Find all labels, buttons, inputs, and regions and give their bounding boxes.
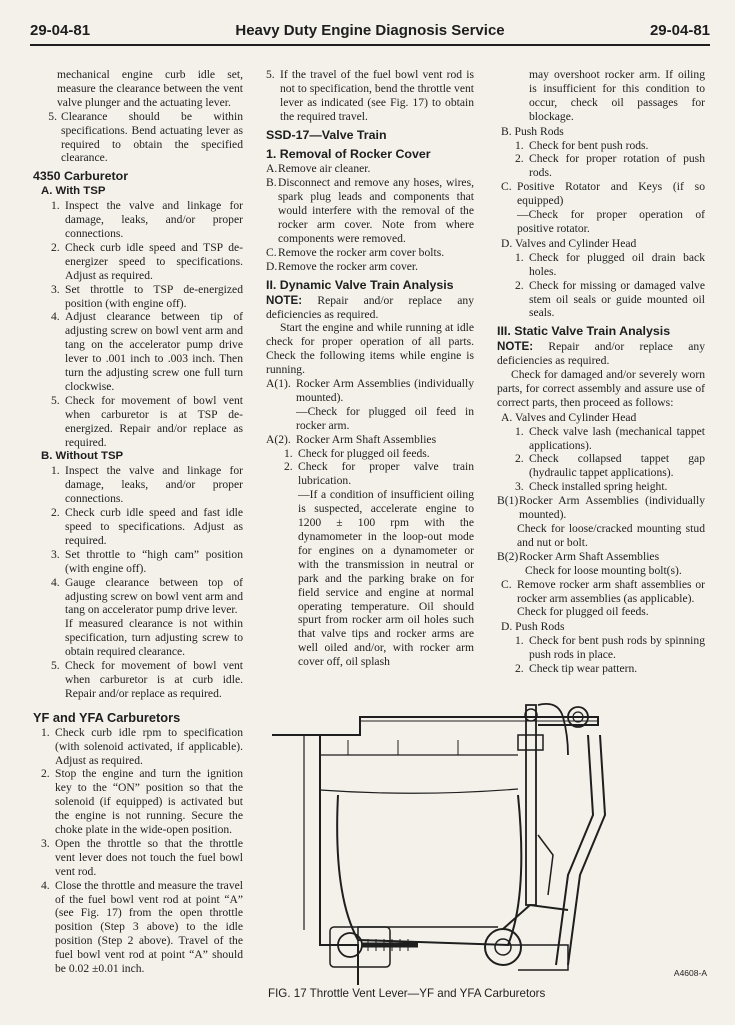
fuel-bowl: [337, 795, 521, 945]
list-item: 2. Check for proper rotation of push rods.: [515, 152, 705, 180]
subheading-valves-static: A. Valves and Cylinder Head: [501, 410, 637, 424]
list-item: 2. Check for missing or damaged valve stem oil seals or guide mounted oil seals.: [515, 278, 705, 320]
page-header: [30, 22, 710, 46]
list-item: C. Positive Rotator and Keys (if so equipped): [501, 180, 705, 208]
subheading-push-rods: B. Push Rods: [501, 124, 564, 138]
throttle-vent-lever: [556, 735, 593, 965]
section-heading-removal: 1. Removal of Rocker Cover: [266, 146, 431, 161]
paragraph: mechanical engine curb idle set, measure the clearance between the vent valve plunger and the actuating lever.: [57, 68, 243, 109]
note: NOTE: Repair and/or replace any deficiencies as required.: [497, 340, 705, 368]
list-item: 3. Set throttle to TSP de-energized position (with engine off).: [51, 282, 243, 310]
list-item: 4. Gauge clearance between top of adjusting screw on bowl vent arm and tang on accelerator pump drive lever.: [51, 575, 243, 617]
list-item: 3. Check installed spring height.: [515, 480, 668, 494]
figure-id: A4608-A: [673, 968, 707, 978]
paragraph: may overshoot rocker arm. If oiling is insufficient for this condition to occur, check oil passages for blockage.: [529, 68, 705, 123]
list-item: A(1). Rocker Arm Assemblies (individually mounted).: [266, 377, 474, 404]
list-item: 1. Check for plugged oil drain back holes.: [515, 250, 705, 278]
list-item: 3. Set throttle to “high cam” position (with engine off).: [51, 547, 243, 575]
section-heading-dynamic: II. Dynamic Valve Train Analysis: [266, 277, 454, 292]
list-item: 2. Check curb idle speed and TSP de-energizer speed to specifications. Adjust as required.: [51, 240, 243, 282]
page-number-right: 29-04-81: [649, 22, 710, 39]
top-plate-outline: [272, 717, 598, 735]
list-item: 4. Adjust clearance between tip of adjusting screw on bowl vent arm and tang on the accelerator pump drive lever to .001 inch to .003 inch. Then turn the adjusting screw one full turn clockwise.: [51, 310, 243, 393]
list-item: 2. Stop the engine and turn the ignition key to the “ON” position so that the solenoid (if equipped) is activated but the engine is not running. Secure the choke plate in the wide-open position.: [41, 767, 243, 837]
list-item: 4. Close the throttle and measure the travel of the fuel bowl vent rod at point “A” (see Fig. 17) from the open throttle position (Step 3 above) to the idle position (Step 2 above). Travel of the fuel bowl vent rod at point “A” should be 0.02 ±0.01 inch.: [41, 878, 243, 976]
paragraph: —If a condition of insufficient oiling is suspected, accelerate engine to 1200 ± 100 rpm with the dynamometer in the loop-out mode for engines on a dynamometer or with the transmission in neutral or park and the parking brake on for field service and engine at normal operating temperature. Oil should spurt from rocker arm oil holes such that valve tips and rocker arms are well oiled and/or, with rocker arm cover off, oil splash: [298, 488, 474, 669]
page-number-left: 29-04-81: [30, 22, 91, 39]
paragraph: Check for damaged and/or severely worn parts, for correct assembly and assure use of correct parts, then proceed as follows:: [497, 368, 705, 409]
list-item: 5. Check for movement of bowl vent when carburetor is at curb idle. Repair and/or replace as required.: [51, 659, 243, 700]
carburetor-figure: [268, 695, 708, 985]
list-item: 1. Check for bent push rods by spinning push rods in place.: [515, 634, 705, 662]
list-item: 2. Check for proper valve train lubrication.: [284, 460, 474, 488]
page-title: Heavy Duty Engine Diagnosis Service: [235, 22, 505, 39]
list-item: B(1) Rocker Arm Assemblies (individually mounted).: [497, 494, 705, 522]
subheading-with-tsp: A. With TSP: [41, 185, 106, 198]
section-heading-4350: 4350 Carburetor: [33, 169, 129, 184]
paragraph: Check for loose/cracked mounting stud and nut or bolt.: [517, 522, 705, 549]
list-item: C. Remove rocker arm shaft assemblies or rocker arm assemblies (as applicable).: [501, 577, 705, 605]
column-middle: [266, 68, 474, 669]
column-right: [497, 68, 705, 676]
paragraph: Check for plugged oil feeds.: [517, 605, 649, 619]
subheading-push-rods-static: D. Push Rods: [501, 620, 565, 634]
list-item: B(2) Rocker Arm Shaft Assemblies: [497, 549, 660, 563]
list-item: A(2). Rocker Arm Shaft Assemblies: [266, 432, 437, 446]
list-item: 2. Check tip wear pattern.: [515, 662, 638, 676]
list-item: 3. Open the throttle so that the throttle vent lever does not touch the fuel bowl vent rod.: [41, 836, 243, 878]
throttle-lever-hub: [485, 929, 521, 965]
list-item: C. Remove the rocker arm cover bolts.: [266, 245, 445, 259]
list-item: 5. Check for movement of bowl vent when carburetor is at TSP de-energized. Repair and/or replace as required.: [51, 393, 243, 449]
list-item: 1. Inspect the valve and linkage for damage, leaks, and/or proper connections.: [51, 464, 243, 506]
paragraph: —Check for proper operation of positive rotator.: [517, 208, 705, 235]
list-item: 1. Check for bent push rods.: [515, 138, 649, 152]
subheading-without-tsp: B. Without TSP: [41, 450, 124, 463]
list-item: B. Disconnect and remove any hoses, wires, spark plug leads and components that would interfere with the removal of the rocker arm cover. Note from where components were removed.: [266, 176, 474, 245]
list-item: 1. Check valve lash (mechanical tappet applications).: [515, 424, 705, 452]
paragraph: Start the engine and while running at idle check for proper operation of all parts. Check the following items while engine is running.: [266, 321, 474, 377]
subheading-valves: D. Valves and Cylinder Head: [501, 236, 637, 250]
list-item: 2. Check collapsed tappet gap (hydraulic tappet applications).: [515, 452, 705, 480]
list-item: 2. Check curb idle speed and fast idle speed to specifications. Adjust as required.: [51, 506, 243, 547]
column-left: [33, 68, 243, 976]
figure-caption: FIG. 17 Throttle Vent Lever—YF and YFA Carburetors: [268, 987, 546, 1000]
note: NOTE: Repair and/or replace any deficiencies as required.: [266, 293, 474, 321]
paragraph: If measured clearance is not within specification, turn adjusting screw to obtain required clearance.: [65, 617, 243, 659]
section-heading-ssd17: SSD-17—Valve Train: [266, 127, 387, 142]
list-item: 1. Check curb idle rpm to specification (with solenoid activated, if applicable). Adjust as required.: [41, 725, 243, 767]
list-item: 5. If the travel of the fuel bowl vent rod is not to specification, bend the throttle vent lever as indicated (see Fig. 17) to obtain the required travel.: [266, 68, 474, 123]
list-item: 1. Inspect the valve and linkage for damage, leaks, and/or proper connections.: [51, 199, 243, 240]
list-item: D. Remove the rocker arm cover.: [266, 259, 419, 273]
section-heading-yf: YF and YFA Carburetors: [33, 709, 181, 725]
list-item: 5. Clearance should be within specifications. Bend actuating lever as required to obtain the specified clearance.: [48, 109, 243, 165]
list-item: A. Remove air cleaner.: [266, 162, 371, 176]
paragraph: Check for loose mounting bolt(s).: [525, 563, 682, 577]
paragraph: —Check for plugged oil feed in rocker arm.: [296, 404, 474, 432]
section-heading-static: III. Static Valve Train Analysis: [497, 324, 671, 339]
list-item: 1. Check for plugged oil feeds.: [284, 446, 430, 460]
